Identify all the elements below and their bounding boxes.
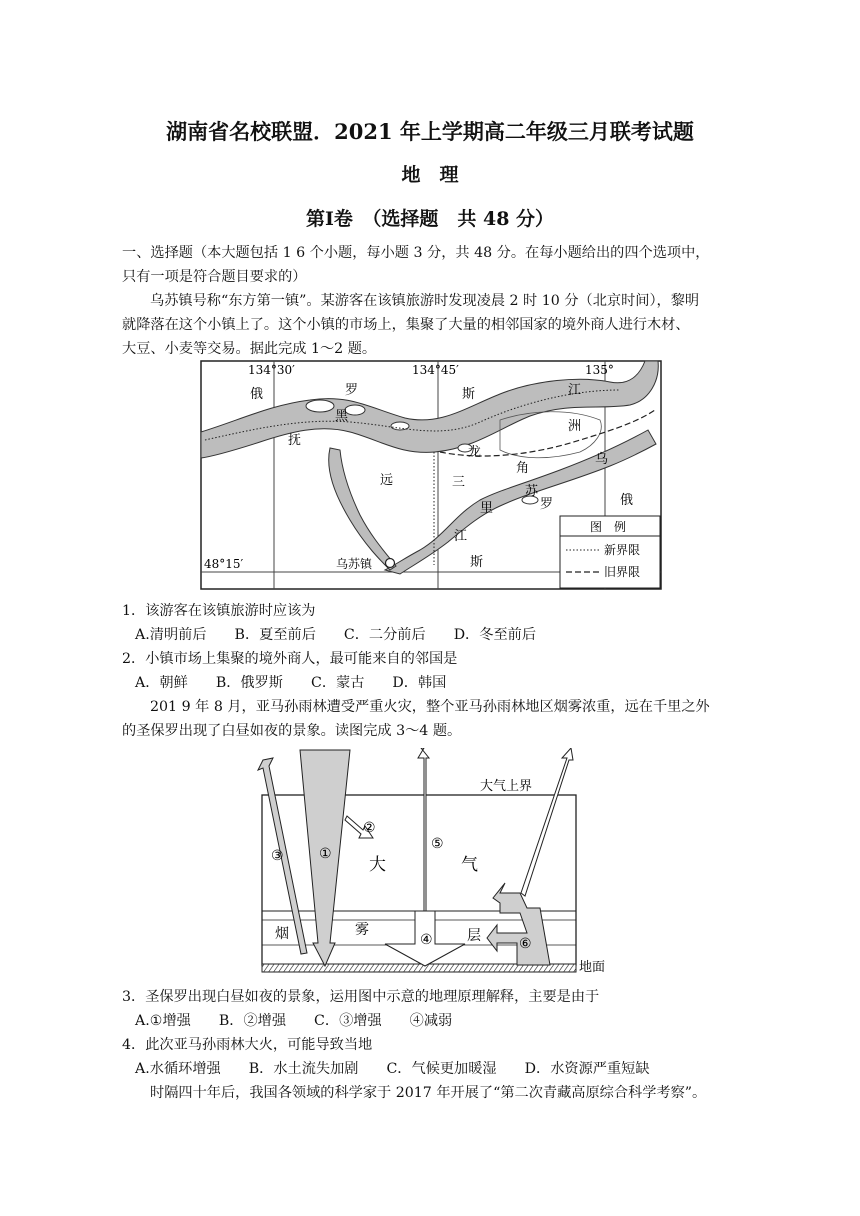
legend-old-border-label: 旧界限: [604, 565, 641, 579]
ground-label: 地面: [579, 960, 606, 975]
question-2-stem: 2．小镇市场上集聚的境外商人，最可能来自的邻国是: [122, 651, 458, 667]
river-island: [306, 400, 334, 412]
option: C．蒙古: [311, 675, 365, 691]
place-label: 黑: [335, 409, 349, 424]
passage3-line-1: 时隔四十年后，我国各领域的科学家于 2017 年开展了“第二次青藏高原综合科学考察”。: [150, 1085, 707, 1101]
passage2-line-2: 的圣保罗出现了白昼如夜的景象。读图完成 3～4 题。: [122, 723, 462, 739]
question-3-stem: 3．圣保罗出现白昼如夜的景象，运用图中示意的地理原理解释，主要是由于: [122, 989, 600, 1005]
town-marker: [386, 559, 395, 568]
place-label: 罗: [540, 497, 554, 512]
question-4-stem: 4．此次亚马孙雨林大火，可能导致当地: [122, 1037, 373, 1053]
option: C．气候更加暖湿: [386, 1061, 497, 1077]
instructions-line-1: 一、选择题（本大题包括 1 6 个小题，每小题 3 分，共 48 分。在每小题给出的四个选项中，: [122, 245, 710, 261]
atmosphere-diagram: [255, 748, 645, 978]
place-label: 远: [380, 473, 394, 488]
passage1-line-3: 大豆、小麦等交易。据此完成 1～2 题。: [122, 341, 377, 357]
passage2-line-1: 201 9 年 8 月，亚马孙雨林遭受严重火灾，整个亚马孙雨林地区烟雾浓重，远在千里之外: [150, 699, 710, 715]
question-3-options: [135, 1010, 480, 1030]
place-label: 俄: [250, 387, 264, 402]
smog-char: 雾: [355, 922, 369, 938]
legend-new-border-label: 新界限: [604, 543, 641, 557]
option: A.①增强: [135, 1013, 191, 1029]
question-4-options: [135, 1058, 678, 1078]
place-label: 龙: [468, 445, 482, 460]
lat-label: 48°15′: [204, 557, 244, 571]
place-label: 俄: [620, 493, 634, 508]
subject-title: 地 理: [401, 164, 459, 186]
place-label: 斯: [470, 555, 484, 570]
arrow-label: ⑥: [519, 936, 532, 952]
smog-char: 烟: [275, 926, 289, 942]
arrow-label: ②: [363, 820, 376, 836]
arrow-label: ①: [319, 846, 332, 862]
option: C．③增强: [314, 1013, 382, 1029]
lon-label: 134°45′: [412, 363, 459, 377]
place-label: 里: [480, 501, 494, 516]
place-label: 角: [516, 461, 530, 476]
option: D．韩国: [392, 675, 447, 691]
arrow-label: ⑤: [431, 836, 444, 852]
atmosphere-char: 气: [461, 855, 478, 875]
lon-label: 134°30′: [248, 363, 295, 377]
place-label: 江: [568, 383, 582, 398]
arrow-label: ③: [271, 848, 284, 864]
legend-title: 图 例: [590, 520, 627, 534]
atmosphere-char: 大: [369, 855, 386, 875]
option: A．朝鲜: [135, 675, 188, 691]
map-figure: [200, 360, 662, 590]
option: C．二分前后: [343, 627, 426, 643]
place-label: 洲: [568, 419, 582, 434]
option: D．水资源严重短缺: [524, 1061, 650, 1077]
smog-char: 层: [467, 928, 481, 944]
passage1-line-2: 就降落在这个小镇上了。这个小镇的市场上，集聚了大量的相邻国家的境外商人进行木材、: [122, 317, 690, 333]
lon-label: 135°: [585, 363, 614, 377]
instructions-line-2: 只有一项是符合题目要求的）: [122, 269, 307, 285]
place-label: 乌: [595, 452, 609, 467]
passage1-line-1: 乌苏镇号称“东方第一镇”。某游客在该镇旅游时发现凌晨 2 时 10 分（北京时间），黎明: [150, 293, 700, 309]
place-label: 斯: [462, 387, 476, 402]
question-1-stem: 1．该游客在该镇旅游时应该为: [122, 603, 316, 619]
option: B．俄罗斯: [215, 675, 283, 691]
question-2-options: [135, 672, 474, 692]
exam-title: 湖南省名校联盟．2021 年上学期高二年级三月联考试题: [166, 119, 694, 144]
place-label: 苏: [525, 484, 539, 499]
option: D．冬至前后: [453, 627, 537, 643]
question-1-options: [135, 624, 564, 644]
top-of-atmosphere-label: 大气上界: [480, 779, 533, 794]
place-label: 抚: [288, 433, 302, 448]
arrow-label: ④: [420, 932, 433, 948]
option: B．②增强: [218, 1013, 287, 1029]
option: B．水土流失加剧: [248, 1061, 359, 1077]
place-label: 江: [454, 529, 468, 544]
option: ④减弱: [409, 1013, 453, 1029]
place-label: 罗: [345, 383, 359, 398]
option: A.水循环增强: [135, 1061, 221, 1077]
option: A.清明前后: [135, 627, 207, 643]
town-label: 乌苏镇: [336, 557, 373, 571]
section-title: 第Ⅰ卷 （选择题 共 48 分）: [305, 208, 555, 230]
option: B．夏至前后: [234, 627, 316, 643]
place-label: 三: [452, 475, 466, 490]
